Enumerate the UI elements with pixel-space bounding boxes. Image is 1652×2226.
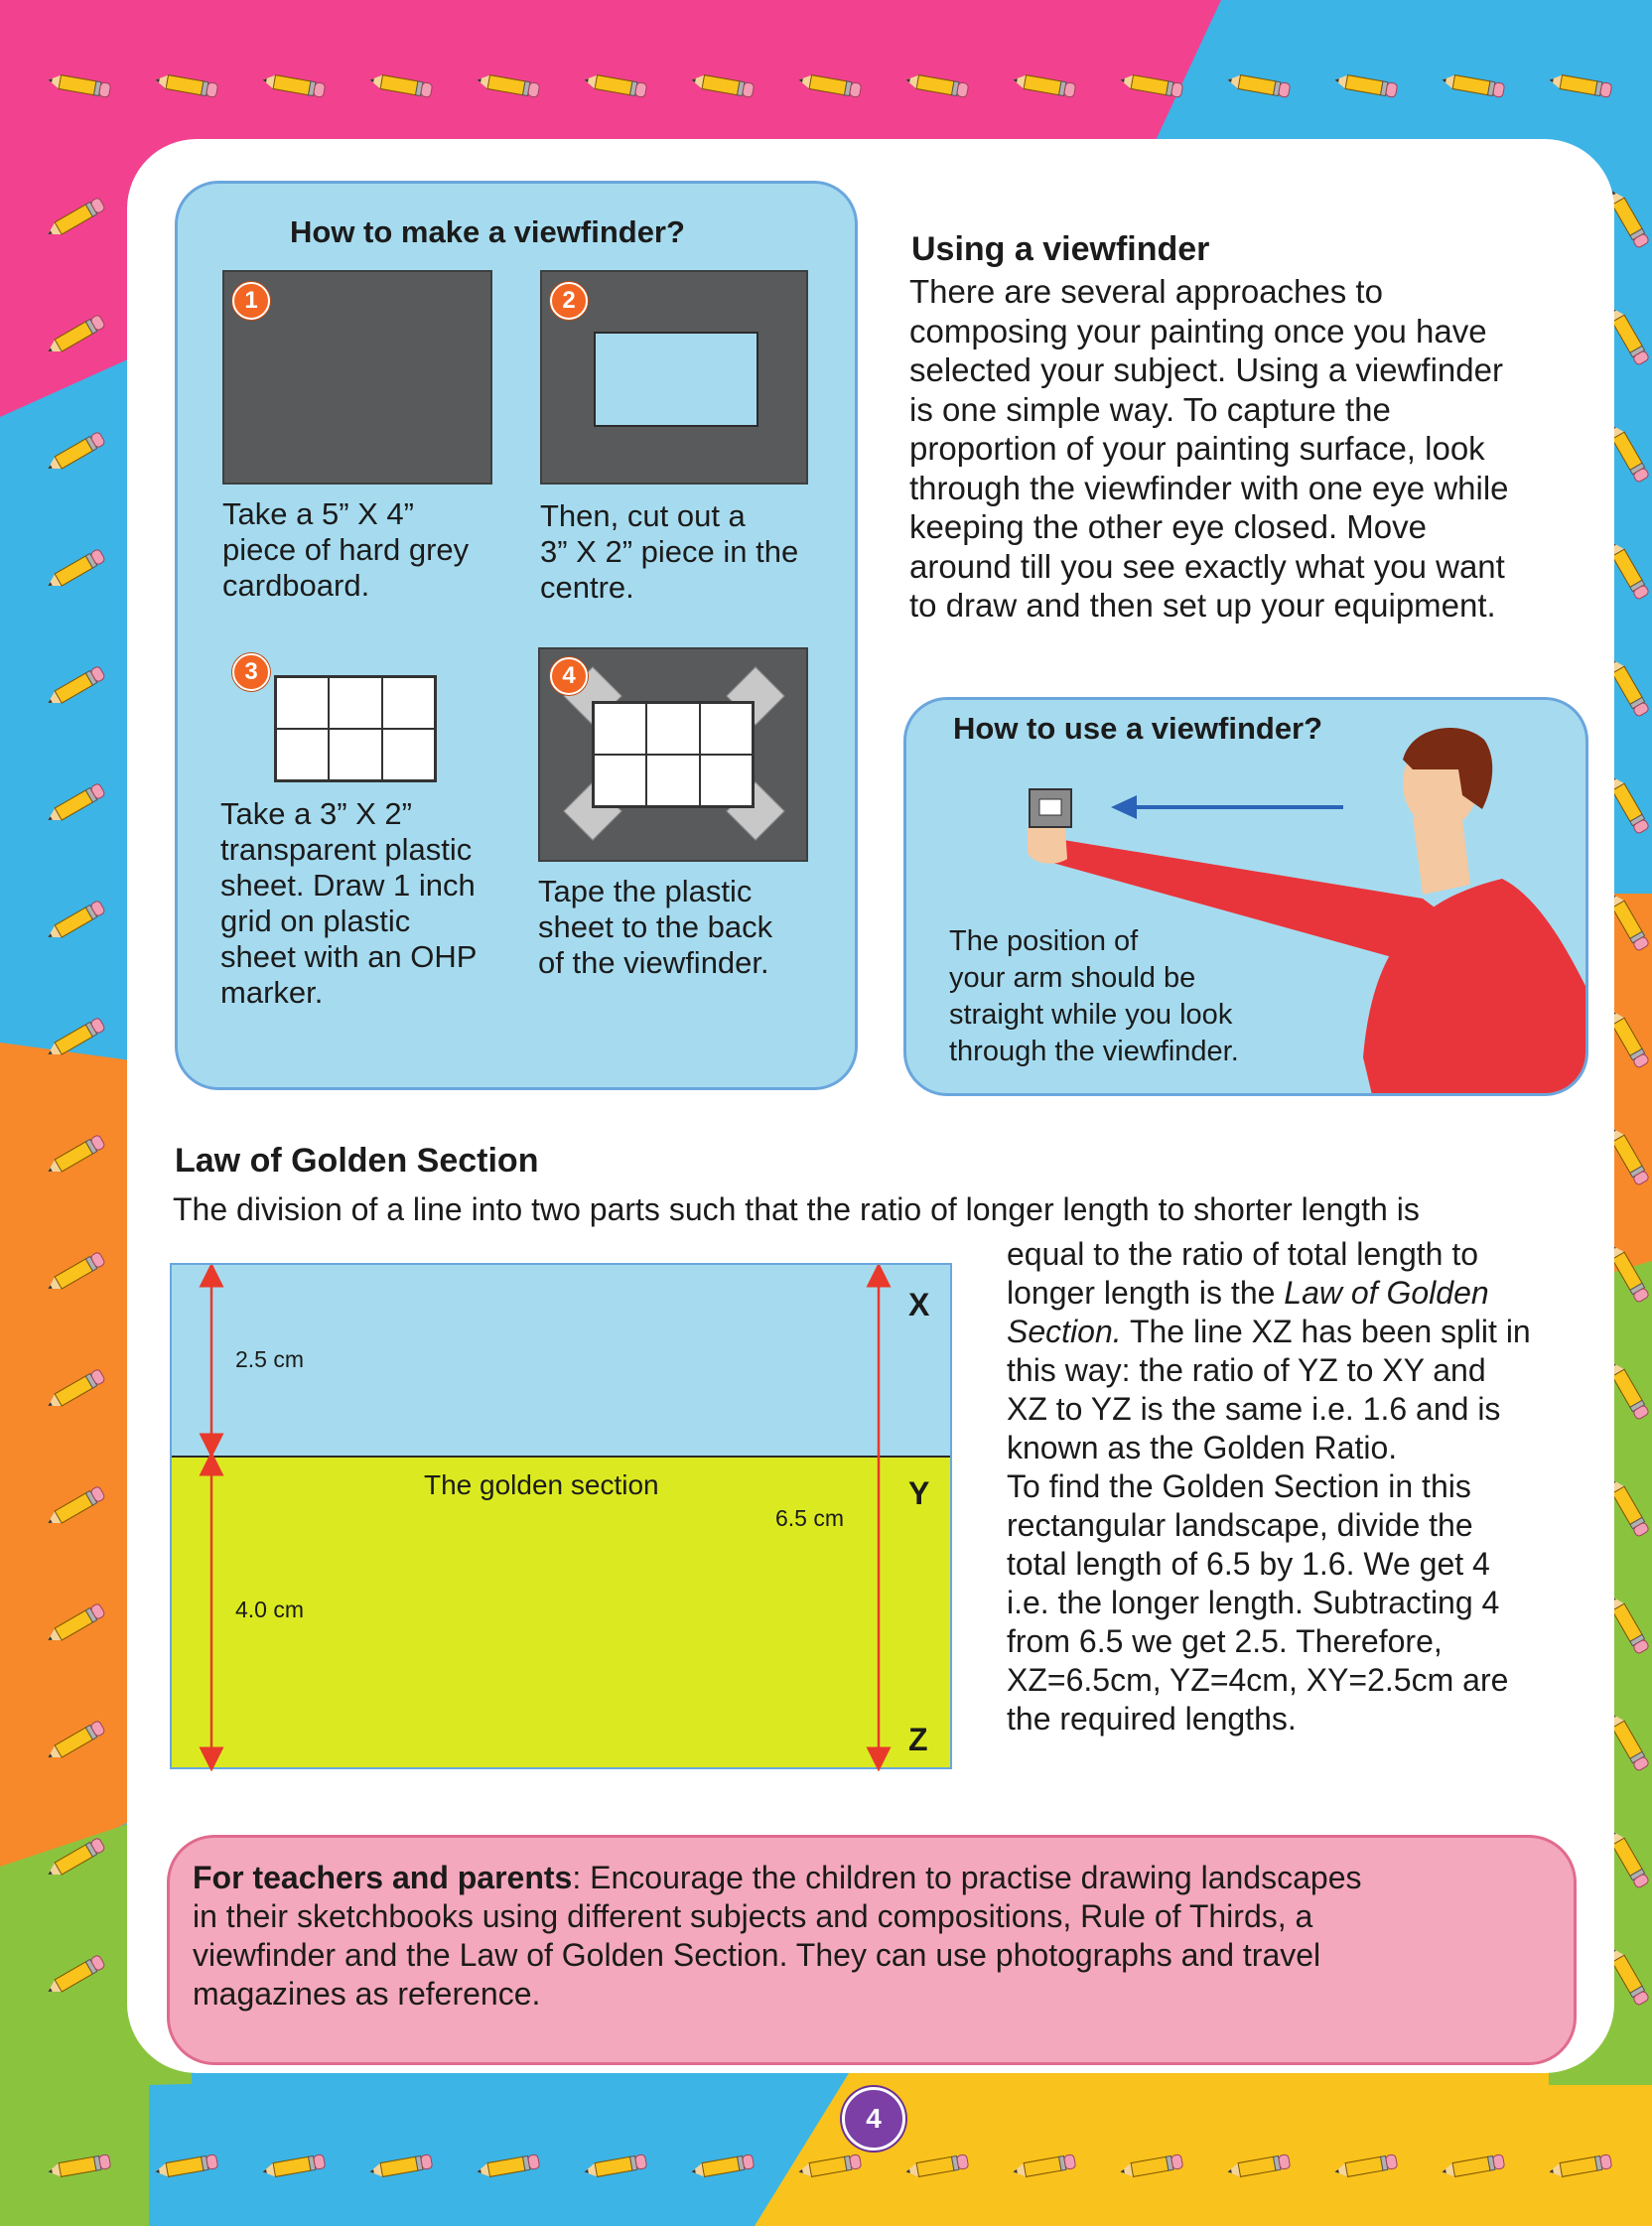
golden-section-intro: The division of a line into two parts such that the ratio of longer length to shorter length is (173, 1191, 1420, 1227)
teacher-note-text (193, 1859, 1361, 2014)
point-y: Y (908, 1475, 930, 1511)
golden-body-part-2: The line XZ has been split in this way: the ratio of YZ to XY and XZ to YZ is the same i.e. 1.6 and is known as the Golden Ratio. To find the Golden Section in this rectangular landscape, divide the total length of 6.5 by 1.6. We get 4 i.e. the longer length. Subtracting 4 from 6.5 we get 2.5. Therefore, XZ=6.5cm, YZ=4cm, XY=2.5cm are the required lengths. (1007, 1314, 1531, 1737)
golden-section-title: Law of Golden Section (175, 1142, 539, 1180)
step-3-text: Take a 3” X 2” transparent plastic sheet. Draw 1 inch grid on plastic sheet with an OHP marker. (220, 796, 478, 1010)
plastic-grid-sheet (274, 675, 437, 782)
label-4-0cm: 4.0 cm (235, 1597, 305, 1622)
label-golden-section: The golden section (424, 1469, 659, 1500)
make-viewfinder-title: How to make a viewfinder? (290, 214, 685, 249)
step-number-4: 4 (550, 657, 588, 695)
golden-section-diagram (170, 1263, 952, 1769)
point-x: X (908, 1287, 930, 1322)
step-2-text: Then, cut out a 3” X 2” piece in the centre. (540, 498, 799, 605)
step-4-text: Tape the plastic sheet to the back of the viewfinder. (538, 874, 773, 980)
label-2-5cm: 2.5 cm (235, 1346, 305, 1372)
golden-body-italic: Law of Golden Section. (1007, 1275, 1489, 1349)
taped-grid-sheet (592, 701, 755, 808)
step-number-3: 3 (232, 653, 270, 691)
step-number-1: 1 (232, 282, 270, 320)
step-1-text: Take a 5” X 4” piece of hard grey cardboard. (222, 496, 470, 603)
use-viewfinder-caption: The position of your arm should be straight while you look through the viewfinder. (949, 925, 1239, 1067)
golden-section-body (1007, 1235, 1531, 1739)
teacher-note-body: : Encourage the children to practise drawing landscapes in their sketchbooks using different subjects and compositions, Rule of Thirds, a viewfinder and the Law of Golden Section. They can use photographs and travel magazines as reference. (193, 1860, 1362, 2012)
page-number-badge: 4 (842, 2087, 905, 2151)
cutout-window (594, 332, 758, 427)
using-viewfinder-body: There are several approaches to composing your painting once you have selected your subject. Using a viewfinder is one simple way. To capture the proportion of your painting surface, look through the viewfinder with one eye while keeping the other eye closed. Move around till you see exactly what you want to draw and then set up your equipment. (909, 273, 1509, 624)
step-number-2: 2 (550, 282, 588, 320)
label-6-5cm: 6.5 cm (775, 1505, 845, 1531)
point-z: Z (908, 1722, 928, 1757)
golden-body-part-1: equal to the ratio of total length to longer length is the (1007, 1236, 1478, 1311)
teacher-note-label: For teachers and parents (193, 1860, 573, 1895)
using-viewfinder-title: Using a viewfinder (911, 230, 1210, 268)
use-viewfinder-title: How to use a viewfinder? (953, 711, 1323, 746)
